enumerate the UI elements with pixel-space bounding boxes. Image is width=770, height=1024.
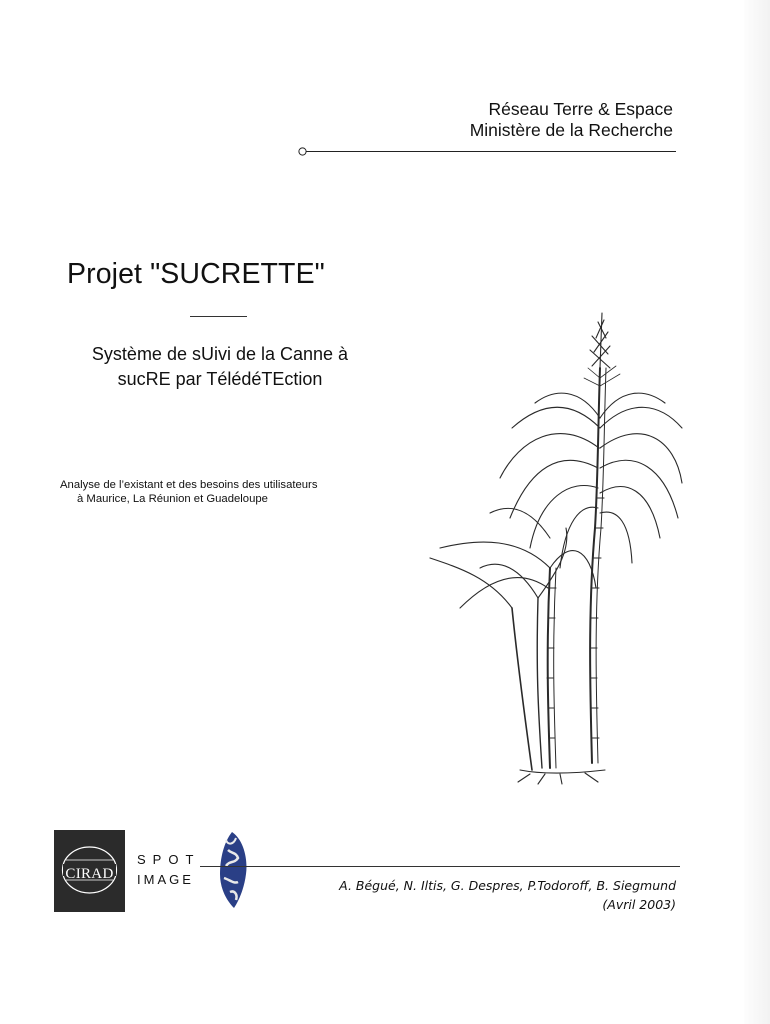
- globe-icon: [212, 830, 250, 910]
- header-ministry: Ministère de la Recherche: [469, 120, 673, 140]
- header-network: Réseau Terre & Espace: [488, 99, 673, 119]
- spot-label: SPOT: [137, 852, 201, 867]
- footer-divider: [200, 866, 680, 867]
- circle-line-icon: [298, 147, 676, 156]
- page-title: Projet "SUCRETTE": [67, 258, 325, 290]
- subtitle-line-1: Système de sUivi de la Canne à: [91, 344, 349, 364]
- title-divider: [190, 316, 247, 317]
- cirad-label: CIRAD: [65, 866, 114, 882]
- sugarcane-illustration: [420, 308, 700, 788]
- description-line-2: à Maurice, La Réunion et Guadeloupe: [77, 493, 268, 505]
- subtitle: [50, 342, 390, 392]
- subtitle-line-2: sucRE par TélédéTEction: [117, 369, 323, 389]
- image-label: IMAGE: [137, 872, 194, 887]
- authors-names: A. Bégué, N. Iltis, G. Despres, P.Todoroff, B. Siegmund: [339, 878, 676, 893]
- page-edge-shadow: [744, 0, 770, 1024]
- description: [60, 478, 317, 506]
- cirad-logo: [54, 830, 125, 912]
- header-organization: [470, 99, 673, 141]
- authors-block: [339, 876, 676, 914]
- description-line-1: Analyse de l’existant et des besoins des utilisateurs: [60, 479, 318, 491]
- publication-date: (Avril 2003): [602, 897, 676, 912]
